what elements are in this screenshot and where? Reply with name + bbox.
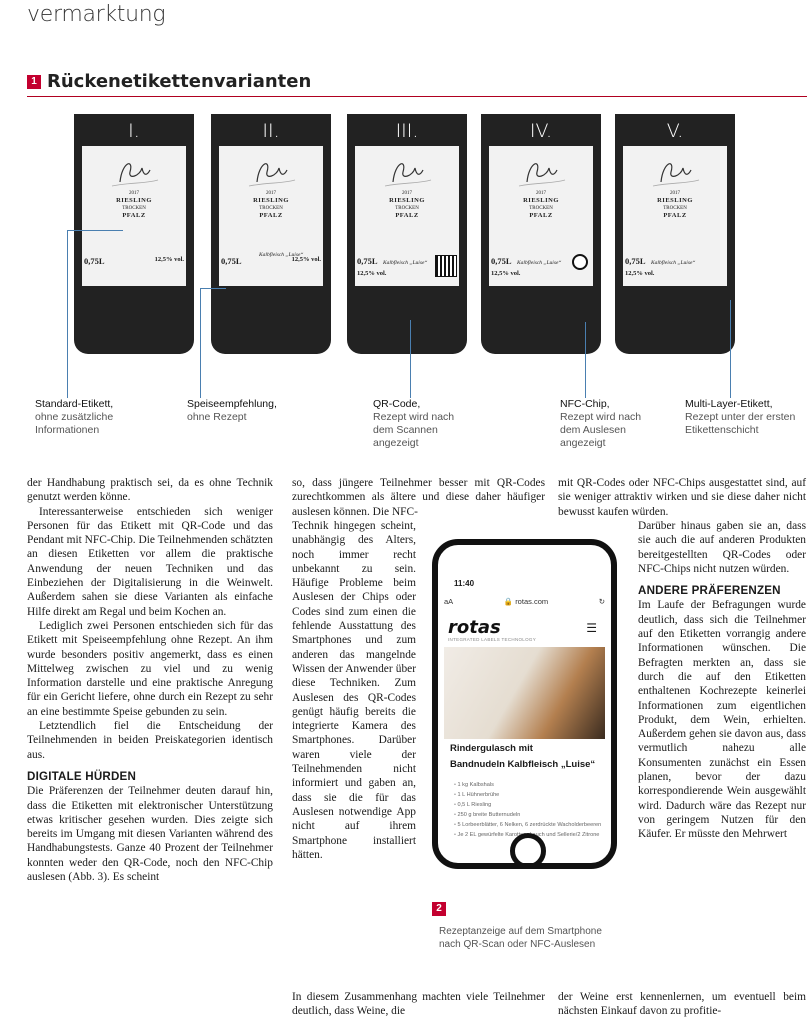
label-text (82, 190, 186, 220)
back-label (82, 146, 186, 252)
vintage: 2017 (266, 191, 276, 196)
figure1-number: 1 (27, 75, 41, 89)
volume: 0,75L (491, 256, 512, 266)
paragraph: so, dass jüngere Teilnehmer besser mit QR-Codes zurechtkommen als ältere und diese daher häufiger auslesen können. Die NFC- (292, 477, 545, 518)
paragraph: mit QR-Codes oder NFC-Chips ausgestattet sind, auf sie weniger attraktiv wirken und sie diese daher nicht bewusst kaufen würden. (558, 477, 806, 518)
nfc-chip-icon (572, 254, 588, 270)
abv: 12,5% vol. (291, 256, 321, 263)
callout-desc: Rezept unter der ersten Etikettenschicht (685, 411, 796, 436)
callout-line-2h (200, 288, 226, 289)
callout-title: NFC-Chip, (560, 398, 610, 410)
grape: RIESLING (116, 197, 152, 204)
reload-icon[interactable]: ↻ (598, 596, 605, 606)
figure2-caption: Rezeptanzeige auf dem Smartphone nach QR-Scan oder NFC-Auslesen (439, 926, 602, 950)
ingredient-list (454, 780, 601, 840)
subheading-digitale-huerden: DIGITALE HÜRDEN (27, 769, 137, 783)
back-label (355, 146, 459, 252)
bottle-numeral: V. (666, 120, 684, 142)
url-text: 🔒 rotas.com (503, 596, 549, 606)
qr-code-icon (436, 256, 456, 276)
abv: 12,5% vol. (625, 270, 655, 277)
bottle-5 (615, 114, 735, 354)
callout-nfc (560, 398, 656, 450)
figure1-heading (27, 71, 311, 92)
grape: RIESLING (253, 197, 289, 204)
vintage: 2017 (536, 191, 546, 196)
grape: RIESLING (389, 197, 425, 204)
abv: 12,5% vol. (154, 256, 184, 263)
text-column-3-bottom (558, 990, 806, 1019)
bottle-1 (74, 114, 194, 354)
hamburger-menu-icon[interactable]: ☰ (586, 621, 597, 635)
paragraph: Darüber hinaus gaben sie an, dass sie auch die auf anderen Produkten bereitgestellten QR-Codes oder NFC-Chips nicht nutzen würden. (638, 520, 806, 575)
signature-logo (82, 152, 182, 192)
signature-logo (355, 152, 455, 192)
dish-recommendation: Kalbfleisch „Luise“ (383, 260, 428, 266)
callout-qr (373, 398, 473, 450)
callout-title: QR-Code, (373, 398, 421, 410)
wine-style: TROCKEN (259, 206, 283, 211)
paragraph: Interessanterweise entschieden sich weniger Personen für das Etikett mit QR-Code und das Pendant mit NFC-Chip. Die Teilnehmenden schätzten an diesen Etiketten vor allem die praktische Anwendung der neuen Techniken und das Einbeziehen der Digitalisierung in die Weinwelt. Außerdem sahen sie diese Varianten als einfache Hilfe direkt am Regal und beim Kochen an. (27, 505, 273, 618)
callout-standard (35, 398, 155, 437)
ingredient-item: • Je 2 EL gewürfelte Karotten, Lauch und Sellerie/2 Zitrone (454, 830, 601, 840)
label-band (355, 252, 459, 286)
bottle-numeral: I. (128, 120, 140, 142)
back-label (489, 146, 593, 252)
callout-desc: ohne zusätzliche Informationen (35, 411, 114, 436)
callout-speise (187, 398, 307, 424)
region: PFALZ (663, 212, 687, 219)
recipe-title-line2: Bandnudeln Kalbfleisch „Luise“ (450, 759, 596, 770)
callout-desc: Rezept wird nach dem Scannen angezeigt (373, 411, 455, 449)
callout-line-4 (585, 322, 586, 398)
vintage: 2017 (129, 191, 139, 196)
wine-style: TROCKEN (395, 206, 419, 211)
brand-tagline: INTEGRATED LABELS TECHNOLOGY (448, 637, 537, 642)
label-text (623, 190, 727, 220)
region: PFALZ (395, 212, 419, 219)
label-text (355, 190, 459, 220)
bottle-numeral: IV. (529, 120, 553, 142)
paragraph: Letztendlich fiel die Entscheidung der Teilnehmenden in beiden Preiskategorien identisch aus. (27, 720, 273, 761)
label-band (623, 252, 727, 286)
paragraph: Die Präferenzen der Teilnehmer deuten darauf hin, dass die Etiketten mit elektronischer Unterstützung etwas kritischer gesehen wurden. Dies zeigte sich bereits im Umgang mit diesen Varianten während des Handhabungstests. Ganze 40 Prozent der Teilnehmer konnten weder den QR-Code, noch den NFC-Chip auslesen (Abb. 3). Es scheint (27, 785, 273, 884)
status-time: 11:40 (454, 579, 475, 588)
text-column-1 (27, 476, 273, 884)
label-text (489, 190, 593, 220)
back-label (623, 146, 727, 252)
section-kicker: vermarktung (27, 2, 166, 27)
browser-url-bar[interactable] (444, 593, 605, 609)
text-column-2-top (292, 476, 545, 519)
label-band (219, 252, 323, 286)
callout-title: Standard-Etikett, (35, 398, 114, 410)
callout-line-2 (200, 288, 201, 398)
ingredient-item: • 250 g breite Butternudeln (454, 810, 601, 820)
volume: 0,75L (221, 256, 242, 266)
paragraph: In diesem Zusammenhang machten viele Teilnehmer deutlich, dass Weine, die (292, 991, 545, 1018)
paragraph: Im Laufe der Befragungen wurde deutlich, dass sich die Teilnehmer auf den Etiketten vorrangig andere Informationen wünschen. Die Befragten merkten an, dass sie durch die auf den Etiketten enthaltenen Kochrezepte keinerlei Informationen zum eigentlichen Produkt, dem Wein, erhielten. Außerdem gehen sie davon aus, dass vermutlich nahezu alle Konsumenten zunächst ein Essen planen, bevor der dazu korrespondierende Wein ausgewählt wird. Dadurch wäre das Rezept nur von geringem Nutzen für den Käufer. Er müsste den Mehrwert (638, 599, 806, 841)
paragraph: der Weine erst kennenlernen, um eventuell beim nächsten Einkauf davon zu profitie- (558, 991, 806, 1018)
label-band (82, 252, 186, 286)
dish-recommendation: Kalbfleisch „Luise“ (651, 260, 696, 266)
wine-style: TROCKEN (529, 206, 553, 211)
volume: 0,75L (357, 256, 378, 266)
bottle-4 (481, 114, 601, 354)
wine-style: TROCKEN (663, 206, 687, 211)
subheading-andere-praeferenzen: ANDERE PRÄFERENZEN (638, 584, 781, 598)
paragraph: Technik hingegen scheint, unabhängig des Alters, noch immer recht unbekannt zu sein. Häufige Probleme beim Auslesen der Chips oder Codes sind zum einen die fehlende Ausstattung des Smartphones und zum anderen das mangelnde Wissen der Anwender über diese Techniken. Zum Auslesen des QR-Codes genügt häufig bereits die integrierte Kamera des Smartphones. Darüber waren viele der Teilnehmenden nicht informiert und gaben an, dass sie die für das Auslesen notwendige App nicht auf ihrem Smartphone installiert hätten. (292, 520, 416, 861)
ingredient-item: • 1 kg Kalbshals (454, 780, 601, 790)
callout-title: Speiseempfehlung, (187, 398, 277, 410)
text-size-button[interactable]: aA (444, 596, 454, 606)
grape: RIESLING (657, 197, 693, 204)
bottle-numeral: III. (395, 120, 419, 142)
back-label (219, 146, 323, 252)
recipe-title-line1: Rindergulasch mit (450, 743, 533, 754)
region: PFALZ (529, 212, 553, 219)
ingredient-item: • 0,5 L Riesling (454, 800, 601, 810)
paragraph: der Handhabung praktisch sei, da es ohne Technik genutzt werden könne. (27, 477, 273, 504)
text-column-3-top (558, 476, 806, 519)
callout-desc: ohne Rezept (187, 411, 247, 423)
signature-logo (489, 152, 589, 192)
region: PFALZ (259, 212, 283, 219)
callout-desc: Rezept wird nach dem Auslesen angezeigt (560, 411, 642, 449)
vintage: 2017 (670, 191, 680, 196)
figure1-title: Rückenetikettenvarianten (47, 71, 312, 92)
home-button[interactable] (510, 833, 546, 869)
callout-line-3 (410, 320, 411, 398)
figure2-number: 2 (432, 902, 446, 916)
volume: 0,75L (84, 256, 105, 266)
callout-title: Multi-Layer-Etikett, (685, 398, 773, 410)
heading-rule (27, 96, 807, 97)
label-text (219, 190, 323, 220)
dish-recommendation: Kalbfleisch „Luise“ (259, 252, 304, 258)
signature-logo (219, 152, 319, 192)
label-band (489, 252, 593, 286)
smartphone-mockup (432, 539, 617, 869)
volume: 0,75L (625, 256, 646, 266)
recipe-title (450, 741, 610, 773)
text-column-2-narrow (292, 519, 416, 862)
ingredient-item: • 5 Lorbeerblätter, 6 Nelken, 6 zerdrückte Wacholderbeeren (454, 820, 601, 830)
grape: RIESLING (523, 197, 559, 204)
vintage: 2017 (402, 191, 412, 196)
signature-logo (623, 152, 723, 192)
abv: 12,5% vol. (491, 270, 521, 277)
callout-line-1h (67, 230, 123, 231)
ingredient-item: • 1 L Hühnerbrühe (454, 790, 601, 800)
dish-recommendation: Kalbfleisch „Luise“ (517, 260, 562, 266)
bottle-3 (347, 114, 467, 354)
callout-line-1 (67, 230, 68, 398)
text-column-3-narrow (638, 519, 806, 842)
callout-line-5 (730, 300, 731, 398)
paragraph: Lediglich zwei Personen entschieden sich für das Etikett mit Speiseempfehlung ohne Rezept. An ihm wurde besonders positiv angemerkt, dass es einen Mittelweg zwischen zu viel und zu wenig Information darstelle und eine praktische Anregung für ein Gericht liefere, ohne durch ein Rezept zu sehr an eine bestimmte Speise gebunden zu sein. (27, 619, 273, 718)
region: PFALZ (122, 212, 146, 219)
bottle-numeral: II. (262, 120, 280, 142)
callout-multilayer (685, 398, 805, 437)
bottle-2 (211, 114, 331, 354)
text-column-2-bottom (292, 990, 545, 1019)
brand-logo: rotas (448, 617, 501, 638)
hero-image (444, 647, 605, 739)
wine-style: TROCKEN (122, 206, 146, 211)
abv: 12,5% vol. (357, 270, 387, 277)
